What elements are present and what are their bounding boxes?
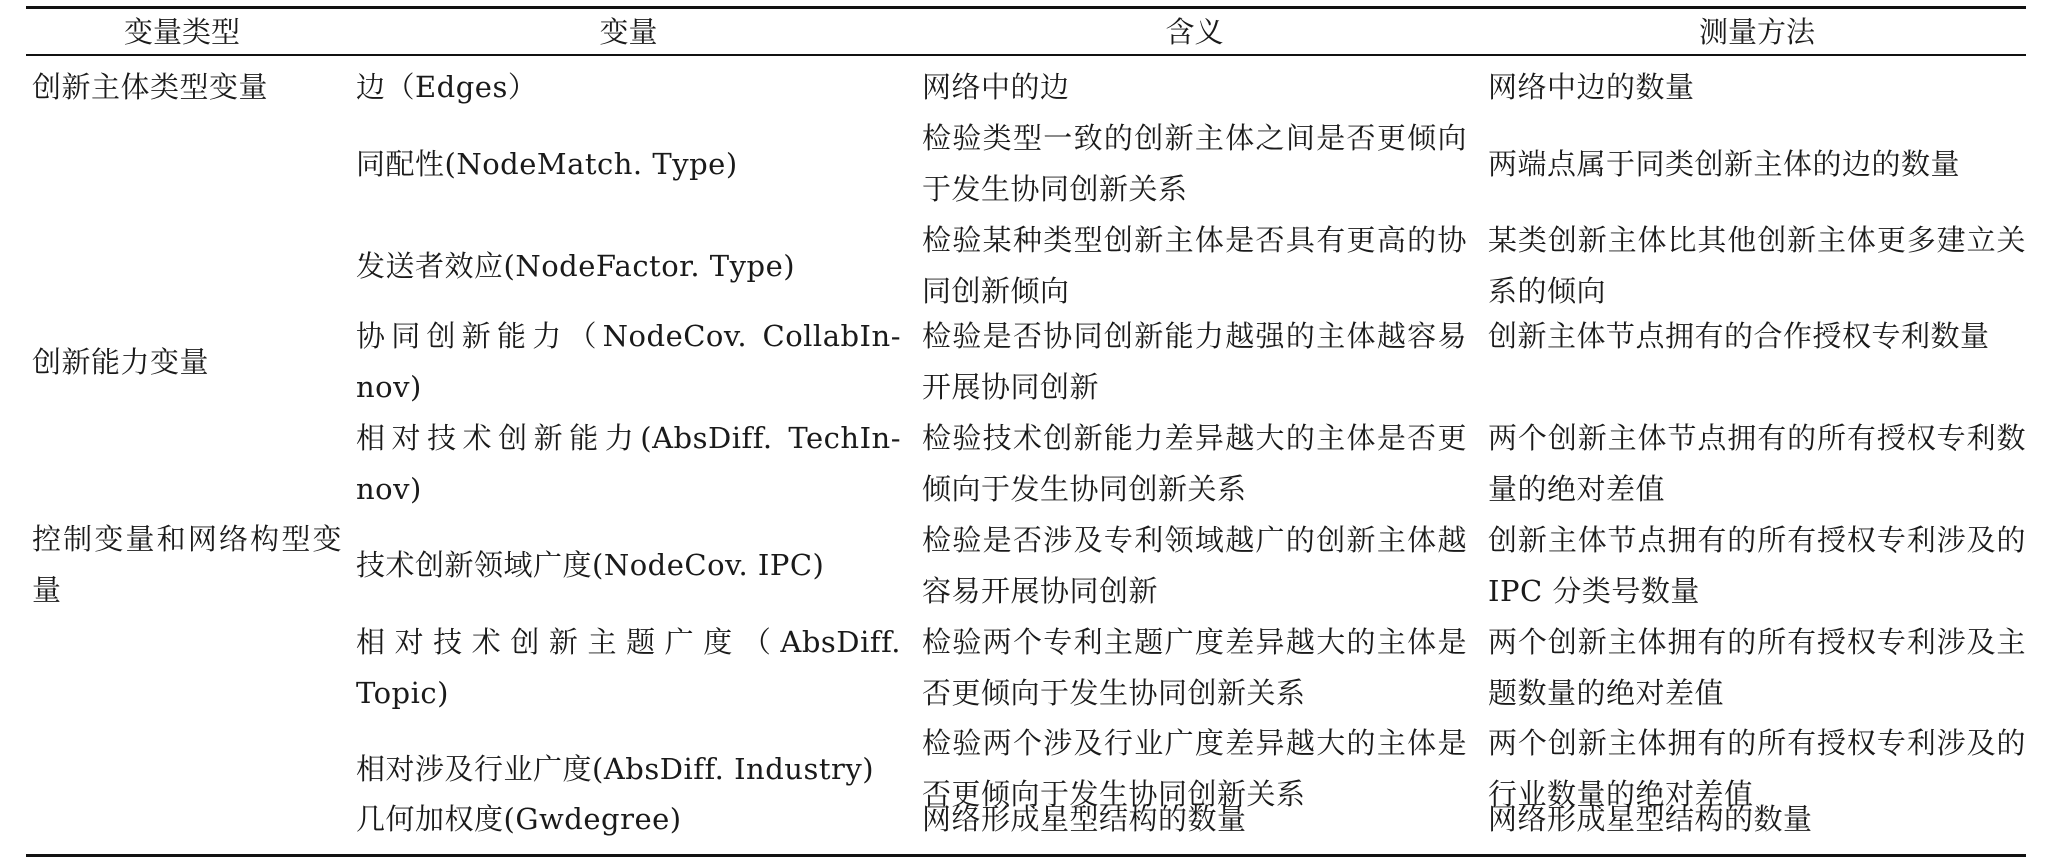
row-4-meaning: 检验是否协同创新能力越强的主体越容易开展协同创新 (922, 319, 1467, 404)
bottom-rule (26, 854, 2026, 857)
row-5-meaning: 检验技术创新能力差异越大的主体是否更倾向于发生协同创新关系 (922, 421, 1467, 506)
category-innovation-capability: 创新能力变量 (32, 345, 210, 379)
row-3-method: 某类创新主体比其他创新主体更多建立关系的倾向 (1488, 223, 2026, 308)
row-7-method: 两个创新主体拥有的所有授权专利涉及主题数量的绝对差值 (1488, 625, 2026, 710)
header-rule (26, 54, 2026, 56)
row-1-meaning: 网络中的边 (922, 70, 1070, 104)
row-3-variable: 发送者效应(NodeFactor. Type) (356, 249, 796, 283)
row-5-variable: 相对技术创新能力(AbsDiff. TechIn-nov) (356, 421, 901, 506)
row-2-method: 两端点属于同类创新主体的边的数量 (1488, 147, 1961, 181)
row-6-method: 创新主体节点拥有的所有授权专利涉及的 IPC 分类号数量 (1488, 523, 2026, 608)
row-2-variable: 同配性(NodeMatch. Type) (356, 147, 738, 181)
row-4-variable: 协同创新能力（NodeCov. CollabIn-nov) (356, 319, 901, 404)
row-7-meaning: 检验两个专利主题广度差异越大的主体是否更倾向于发生协同创新关系 (922, 625, 1467, 710)
row-5-method: 两个创新主体节点拥有的所有授权专利数量的绝对差值 (1488, 421, 2026, 506)
row-1-variable: 边（Edges） (356, 70, 538, 104)
row-1-method: 网络中边的数量 (1488, 70, 1695, 104)
row-9-method: 网络形成星型结构的数量 (1488, 802, 1813, 836)
row-2-meaning: 检验类型一致的创新主体之间是否更倾向于发生协同创新关系 (922, 121, 1467, 206)
header-method: 测量方法 (1698, 15, 1815, 49)
category-control-network: 控制变量和网络构型变量 (32, 522, 342, 607)
row-6-variable: 技术创新领域广度(NodeCov. IPC) (356, 548, 825, 582)
row-3-meaning: 检验某种类型创新主体是否具有更高的协同创新倾向 (922, 223, 1467, 308)
header-meaning: 含义 (1165, 15, 1224, 49)
row-8-method: 两个创新主体拥有的所有授权专利涉及的行业数量的绝对差值 (1488, 726, 2026, 811)
top-rule (26, 6, 2026, 9)
header-type: 变量类型 (123, 15, 240, 49)
row-9-variable: 几何加权度(Gwdegree) (356, 802, 682, 836)
category-innovation-subject-type: 创新主体类型变量 (32, 70, 269, 104)
header-variable: 变量 (599, 15, 658, 49)
row-4-method: 创新主体节点拥有的合作授权专利数量 (1488, 319, 1990, 353)
row-9-meaning: 网络形成星型结构的数量 (922, 802, 1247, 836)
row-8-variable: 相对涉及行业广度(AbsDiff. Industry) (356, 752, 875, 786)
row-7-variable: 相对技术创新主题广度（AbsDiff. Topic) (356, 625, 901, 710)
row-8-meaning: 检验两个涉及行业广度差异越大的主体是否更倾向于发生协同创新关系 (922, 726, 1467, 811)
row-6-meaning: 检验是否涉及专利领域越广的创新主体越容易开展协同创新 (922, 523, 1467, 608)
